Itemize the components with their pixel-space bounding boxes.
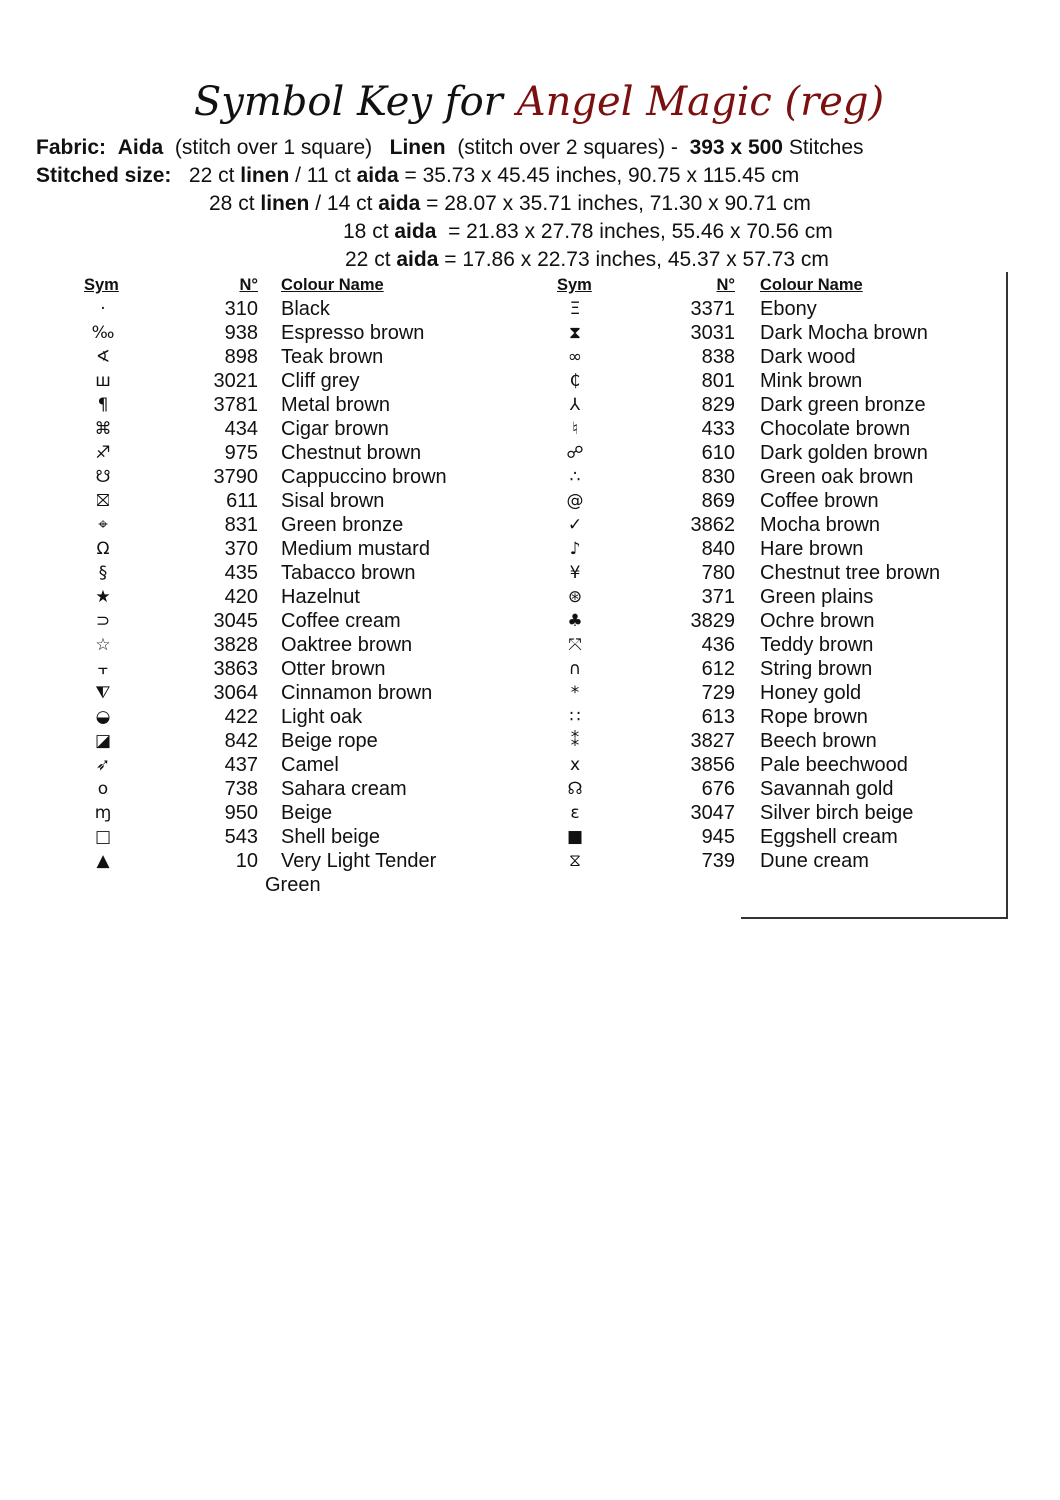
symbol-icon: ∢ — [95, 347, 111, 367]
stitches-label: Stitches — [788, 136, 864, 159]
size-dims: = 21.83 x 27.78 inches, 55.46 x 70.56 cm — [442, 220, 833, 243]
size-sep: / 11 ct — [295, 164, 351, 187]
symbol-icon: ‰ — [91, 323, 115, 343]
stitched-size-line-3 — [343, 218, 833, 246]
table-row — [0, 441, 1060, 465]
fabric-linen: Linen — [389, 136, 446, 159]
table-row — [0, 369, 1060, 393]
header-num: N° — [239, 276, 258, 294]
size-dims: = 35.73 x 45.45 inches, 90.75 x 115.45 cm — [404, 164, 800, 187]
thread-number: 612 — [701, 658, 735, 680]
colour-name: Sahara cream — [281, 778, 407, 800]
colour-name: Oaktree brown — [281, 634, 413, 656]
thread-number: 436 — [701, 634, 735, 656]
table-row — [0, 633, 1060, 657]
size-fabric: aida — [378, 192, 421, 215]
table-row — [0, 585, 1060, 609]
header-sym: Sym — [84, 276, 119, 294]
symbol-icon: ★ — [95, 587, 111, 607]
symbol-icon: □ — [94, 827, 112, 847]
thread-number: 433 — [701, 418, 735, 440]
thread-number: 869 — [701, 490, 735, 512]
table-row — [0, 777, 1060, 801]
thread-number: 3856 — [690, 754, 735, 776]
size-sep: / 14 ct — [315, 192, 373, 215]
symbol-icon: ⊛ — [567, 587, 583, 607]
thread-number: 829 — [701, 394, 735, 416]
thread-number: 831 — [224, 514, 258, 536]
thread-number: 613 — [701, 706, 735, 728]
colour-name: Camel — [281, 754, 339, 776]
thread-number: 3863 — [213, 658, 258, 680]
colour-name: Rope brown — [760, 706, 868, 728]
thread-number: 3829 — [690, 610, 735, 632]
colour-name: Hare brown — [760, 538, 864, 560]
thread-number: 801 — [701, 370, 735, 392]
pattern-name: Angel Magic (reg) — [516, 79, 885, 125]
table-row — [0, 489, 1060, 513]
symbol-icon: ⧨ — [95, 683, 111, 703]
thread-number: 3064 — [213, 682, 258, 704]
colour-name: Beige — [281, 802, 333, 824]
colour-name: Eggshell cream — [760, 826, 898, 848]
size-ct: 22 ct — [188, 164, 235, 187]
thread-number: 3828 — [213, 634, 258, 656]
symbol-icon: x — [569, 755, 581, 775]
thread-number: 780 — [701, 562, 735, 584]
colour-name: Dark golden brown — [760, 442, 928, 464]
thread-number: 838 — [701, 346, 735, 368]
table-row — [0, 465, 1060, 489]
colour-name: Chestnut tree brown — [760, 562, 941, 584]
symbol-icon: ■ — [566, 827, 584, 847]
symbol-icon: ⌘ — [94, 419, 112, 439]
symbol-icon: @ — [566, 491, 584, 511]
stitched-size-line-1 — [36, 162, 799, 190]
fabric-label: Fabric: — [36, 136, 107, 159]
thread-number: 420 — [224, 586, 258, 608]
colour-name: Espresso brown — [281, 322, 425, 344]
colour-name: Cigar brown — [281, 418, 389, 440]
colour-name: Green bronze — [281, 514, 404, 536]
thread-number: 3781 — [213, 394, 258, 416]
symbol-icon: ∞ — [567, 347, 583, 367]
symbol-icon: ш — [95, 371, 111, 391]
thread-number: 3827 — [690, 730, 735, 752]
symbol-icon: ◪ — [94, 731, 112, 751]
thread-number: 842 — [224, 730, 258, 752]
colour-name: Very Light Tender — [281, 850, 437, 872]
thread-number: 370 — [224, 538, 258, 560]
header-num: N° — [716, 276, 735, 294]
symbol-icon: ♪ — [569, 539, 581, 559]
symbol-icon: ∩ — [568, 659, 582, 679]
thread-number: 739 — [701, 850, 735, 872]
symbol-icon: ⧗ — [569, 323, 581, 343]
title-prefix: Symbol Key for — [193, 79, 503, 125]
table-row — [0, 849, 1060, 873]
size-fabric: linen — [260, 192, 310, 215]
symbol-icon: ⤧ — [568, 635, 582, 655]
thread-number: 729 — [701, 682, 735, 704]
colour-name: Beech brown — [760, 730, 877, 752]
symbol-icon: ⛝ — [96, 491, 110, 511]
symbol-icon: ◒ — [95, 707, 111, 727]
symbol-icon: § — [98, 563, 108, 583]
thread-number: 435 — [224, 562, 258, 584]
thread-number: 676 — [701, 778, 735, 800]
table-row — [0, 681, 1060, 705]
thread-number: 3045 — [213, 610, 258, 632]
colour-name: Medium mustard — [281, 538, 430, 560]
thread-number: 422 — [224, 706, 258, 728]
colour-name: Mink brown — [760, 370, 863, 392]
symbol-icon: ♐ — [95, 443, 111, 463]
symbol-icon: ⊃ — [95, 611, 111, 631]
symbol-icon: ▲ — [96, 851, 110, 871]
colour-name: String brown — [760, 658, 873, 680]
colour-name: Black — [281, 298, 330, 320]
symbol-icon: Ξ — [569, 299, 581, 319]
table-row — [0, 537, 1060, 561]
fabric-aida: Aida — [117, 136, 164, 159]
thread-number: 3790 — [213, 466, 258, 488]
table-row — [0, 729, 1060, 753]
colour-name: Teddy brown — [760, 634, 874, 656]
colour-name: Dune cream — [760, 850, 869, 872]
colour-name: Mocha brown — [760, 514, 881, 536]
fabric-line — [36, 134, 864, 162]
symbol-icon: ¥ — [569, 563, 581, 583]
symbol-icon: ¶ — [97, 395, 109, 415]
colour-name: Green oak brown — [760, 466, 914, 488]
thread-number: 434 — [224, 418, 258, 440]
stitched-size-line-4 — [345, 246, 829, 274]
thread-number: 3021 — [213, 370, 258, 392]
table-row — [0, 705, 1060, 729]
colour-name: Coffee cream — [281, 610, 401, 632]
stitched-size-label: Stitched size: — [36, 164, 172, 187]
size-ct: 28 ct — [209, 192, 255, 215]
symbol-icon: · — [100, 299, 106, 319]
size-fabric: aida — [356, 164, 399, 187]
colour-name: Hazelnut — [281, 586, 360, 608]
colour-name: Dark green bronze — [760, 394, 926, 416]
thread-number: 3047 — [690, 802, 735, 824]
symbol-icon: ⫟ — [97, 659, 109, 679]
colour-name: Savannah gold — [760, 778, 894, 800]
table-row — [0, 609, 1060, 633]
symbol-icon: ε — [570, 803, 580, 823]
colour-name: Sisal brown — [281, 490, 385, 512]
thread-number: 437 — [224, 754, 258, 776]
colour-name: Cappuccino brown — [281, 466, 447, 488]
table-row — [0, 321, 1060, 345]
thread-number: 938 — [224, 322, 258, 344]
symbol-icon: ☆ — [95, 635, 111, 655]
size-fabric: aida — [394, 220, 437, 243]
symbol-icon: ☋ — [95, 467, 111, 487]
header-colour-name: Colour Name — [281, 276, 384, 294]
header-sym: Sym — [557, 276, 592, 294]
symbol-icon: ➶ — [95, 755, 111, 775]
table-row — [0, 513, 1060, 537]
size-ct: 18 ct — [343, 220, 389, 243]
size-fabric: linen — [240, 164, 290, 187]
table-row — [0, 825, 1060, 849]
symbol-icon: ☊ — [567, 779, 583, 799]
symbol-icon: Ω — [96, 539, 110, 559]
colour-name: Silver birch beige — [760, 802, 914, 824]
fabric-aida-note: (stitch over 1 square) — [174, 136, 373, 159]
colour-name: Pale beechwood — [760, 754, 908, 776]
table-border-bottom — [741, 917, 1007, 919]
colour-name: Teak brown — [281, 346, 384, 368]
symbol-icon: ⌖ — [98, 515, 108, 535]
table-row — [0, 393, 1060, 417]
size-fabric: aida — [396, 248, 439, 271]
symbol-icon: ✓ — [567, 515, 583, 535]
symbol-icon: ☍ — [566, 443, 584, 463]
colour-name: Honey gold — [760, 682, 862, 704]
stitched-size-line-2 — [209, 190, 811, 218]
colour-name: Chocolate brown — [760, 418, 911, 440]
colour-name: Green plains — [760, 586, 874, 608]
symbol-icon: ♮ — [571, 419, 579, 439]
thread-number: 610 — [701, 442, 735, 464]
symbol-icon: * — [570, 683, 580, 703]
colour-name: Ebony — [760, 298, 817, 320]
table-row — [0, 753, 1060, 777]
colour-name-continued: Green — [265, 874, 321, 896]
colour-name: Metal brown — [281, 394, 390, 416]
thread-number: 10 — [235, 850, 258, 872]
symbol-icon: ♣ — [567, 611, 583, 631]
size-ct: 22 ct — [345, 248, 391, 271]
thread-number: 945 — [701, 826, 735, 848]
colour-name: Cliff grey — [281, 370, 360, 392]
thread-number: 3031 — [690, 322, 735, 344]
thread-number: 975 — [224, 442, 258, 464]
symbol-icon: ∴ — [569, 467, 581, 487]
colour-name: Cinnamon brown — [281, 682, 433, 704]
colour-name: Tabacco brown — [281, 562, 416, 584]
symbol-icon: ₵ — [569, 371, 581, 391]
thread-number: 611 — [226, 490, 258, 512]
colour-name: Light oak — [281, 706, 363, 728]
colour-name: Otter brown — [281, 658, 386, 680]
table-row — [0, 801, 1060, 825]
colour-name: Dark wood — [760, 346, 856, 368]
thread-number: 738 — [224, 778, 258, 800]
thread-number: 3371 — [690, 298, 735, 320]
fabric-linen-note: (stitch over 2 squares) - — [457, 136, 678, 159]
thread-number: 543 — [224, 826, 258, 848]
colour-name: Coffee brown — [760, 490, 879, 512]
colour-name: Shell beige — [281, 826, 380, 848]
thread-number: 950 — [224, 802, 258, 824]
thread-number: 830 — [701, 466, 735, 488]
symbol-icon: ɱ — [94, 803, 112, 823]
symbol-icon: o — [97, 779, 109, 799]
symbol-icon: ∷ — [569, 707, 581, 727]
table-row — [0, 345, 1060, 369]
table-row — [0, 561, 1060, 585]
thread-number: 840 — [701, 538, 735, 560]
colour-name: Chestnut brown — [281, 442, 422, 464]
symbol-icon: ⅄ — [569, 395, 581, 415]
table-row — [0, 297, 1060, 321]
header-colour-name: Colour Name — [760, 276, 863, 294]
size-dims: = 28.07 x 35.71 inches, 71.30 x 90.71 cm — [426, 192, 811, 215]
page-title — [0, 72, 1060, 132]
table-border-right — [1006, 272, 1008, 919]
symbol-icon: ⧖ — [569, 851, 581, 871]
table-row — [0, 417, 1060, 441]
stitch-count: 393 x 500 — [689, 136, 783, 159]
thread-number: 3862 — [690, 514, 735, 536]
colour-name: Beige rope — [281, 730, 378, 752]
colour-name: Ochre brown — [760, 610, 875, 632]
thread-number: 898 — [224, 346, 258, 368]
colour-name: Dark Mocha brown — [760, 322, 928, 344]
symbol-icon: ⁑ — [570, 731, 580, 751]
thread-number: 371 — [701, 586, 735, 608]
thread-number: 310 — [224, 298, 258, 320]
size-dims: = 17.86 x 22.73 inches, 45.37 x 57.73 cm — [444, 248, 829, 271]
table-row — [0, 657, 1060, 681]
